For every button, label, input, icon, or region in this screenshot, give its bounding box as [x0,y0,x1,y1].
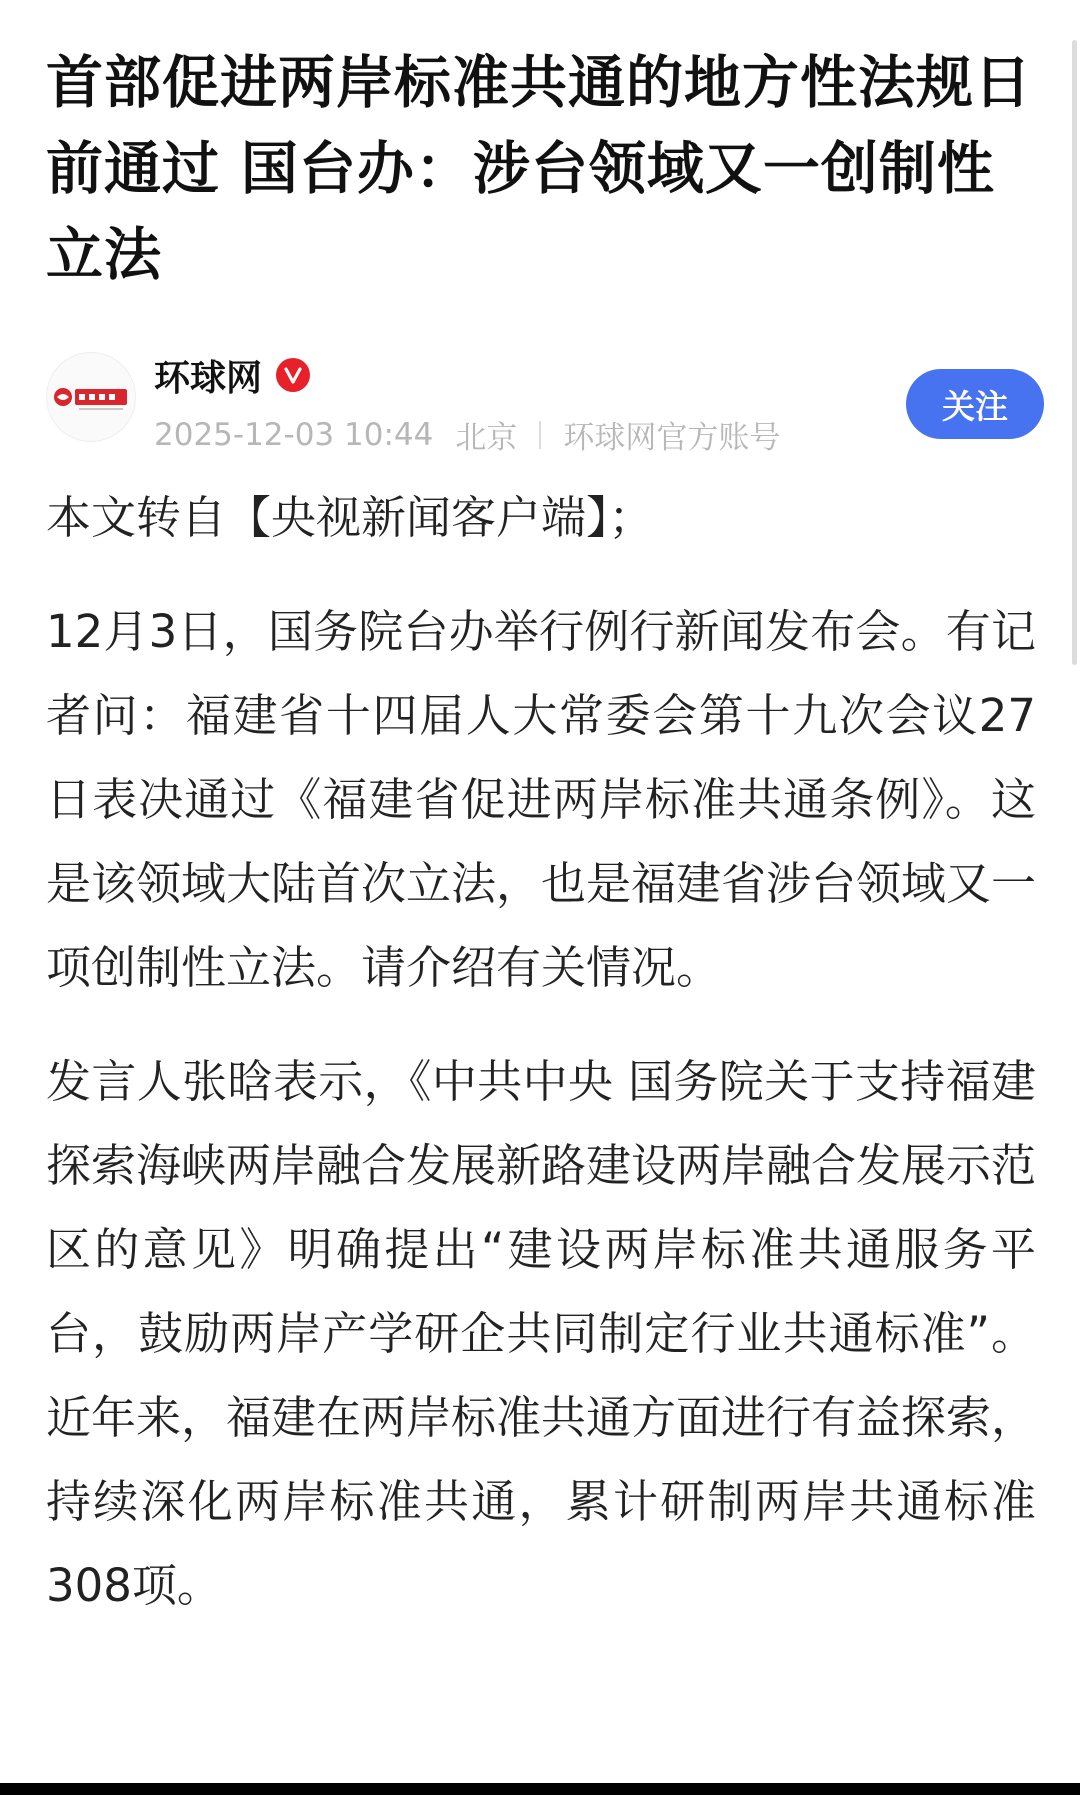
publish-location: 北京 [455,420,518,456]
article-paragraph: 发言人张晗表示，《中共中央 国务院关于支持福建探索海峡两岸融合发展新路建设两岸融合发展示范区的意见》明确提出“建设两岸标准共通服务平台，鼓励两岸产学研企共同制定行业共通标准”。近年来，福建在两岸标准共通方面进行有益探索，持续深化两岸标准共通，累计研制两岸共通标准308项。 [46,1055,1037,1612]
account-type: 环球网官方账号 [563,420,781,456]
bottom-edge-bar [0,1783,1080,1795]
article-title: 首部促进两岸标准共通的地方性法规日前通过 国台办：涉台领域又一创制性立法 [46,50,1032,288]
author-meta [154,412,780,457]
scrollbar[interactable] [1072,40,1077,665]
huanqiu-logo-icon[interactable] [46,352,136,442]
article-body [46,476,1036,1628]
article-paragraph: 12月3日，国务院台办举行例行新闻发布会。有记者问：福建省十四届人大常委会第十九次会议27日表决通过《福建省促进两岸标准共通条例》。这是该领域大陆首次立法，也是福建省涉台领域又一项创制性立法。请介绍有关情况。 [46,605,1037,994]
article-paragraph: 本文转自【央视新闻客户端】； [46,491,654,544]
author-name-row [154,352,310,398]
follow-button[interactable]: 关注 [906,369,1044,439]
publish-timestamp: 2025-12-03 10:44 [154,416,434,453]
author-header [46,352,1036,456]
meta-divider [539,421,541,449]
verified-badge-icon [276,358,310,392]
author-name[interactable]: 环球网 [154,357,263,399]
article [46,40,1036,1658]
